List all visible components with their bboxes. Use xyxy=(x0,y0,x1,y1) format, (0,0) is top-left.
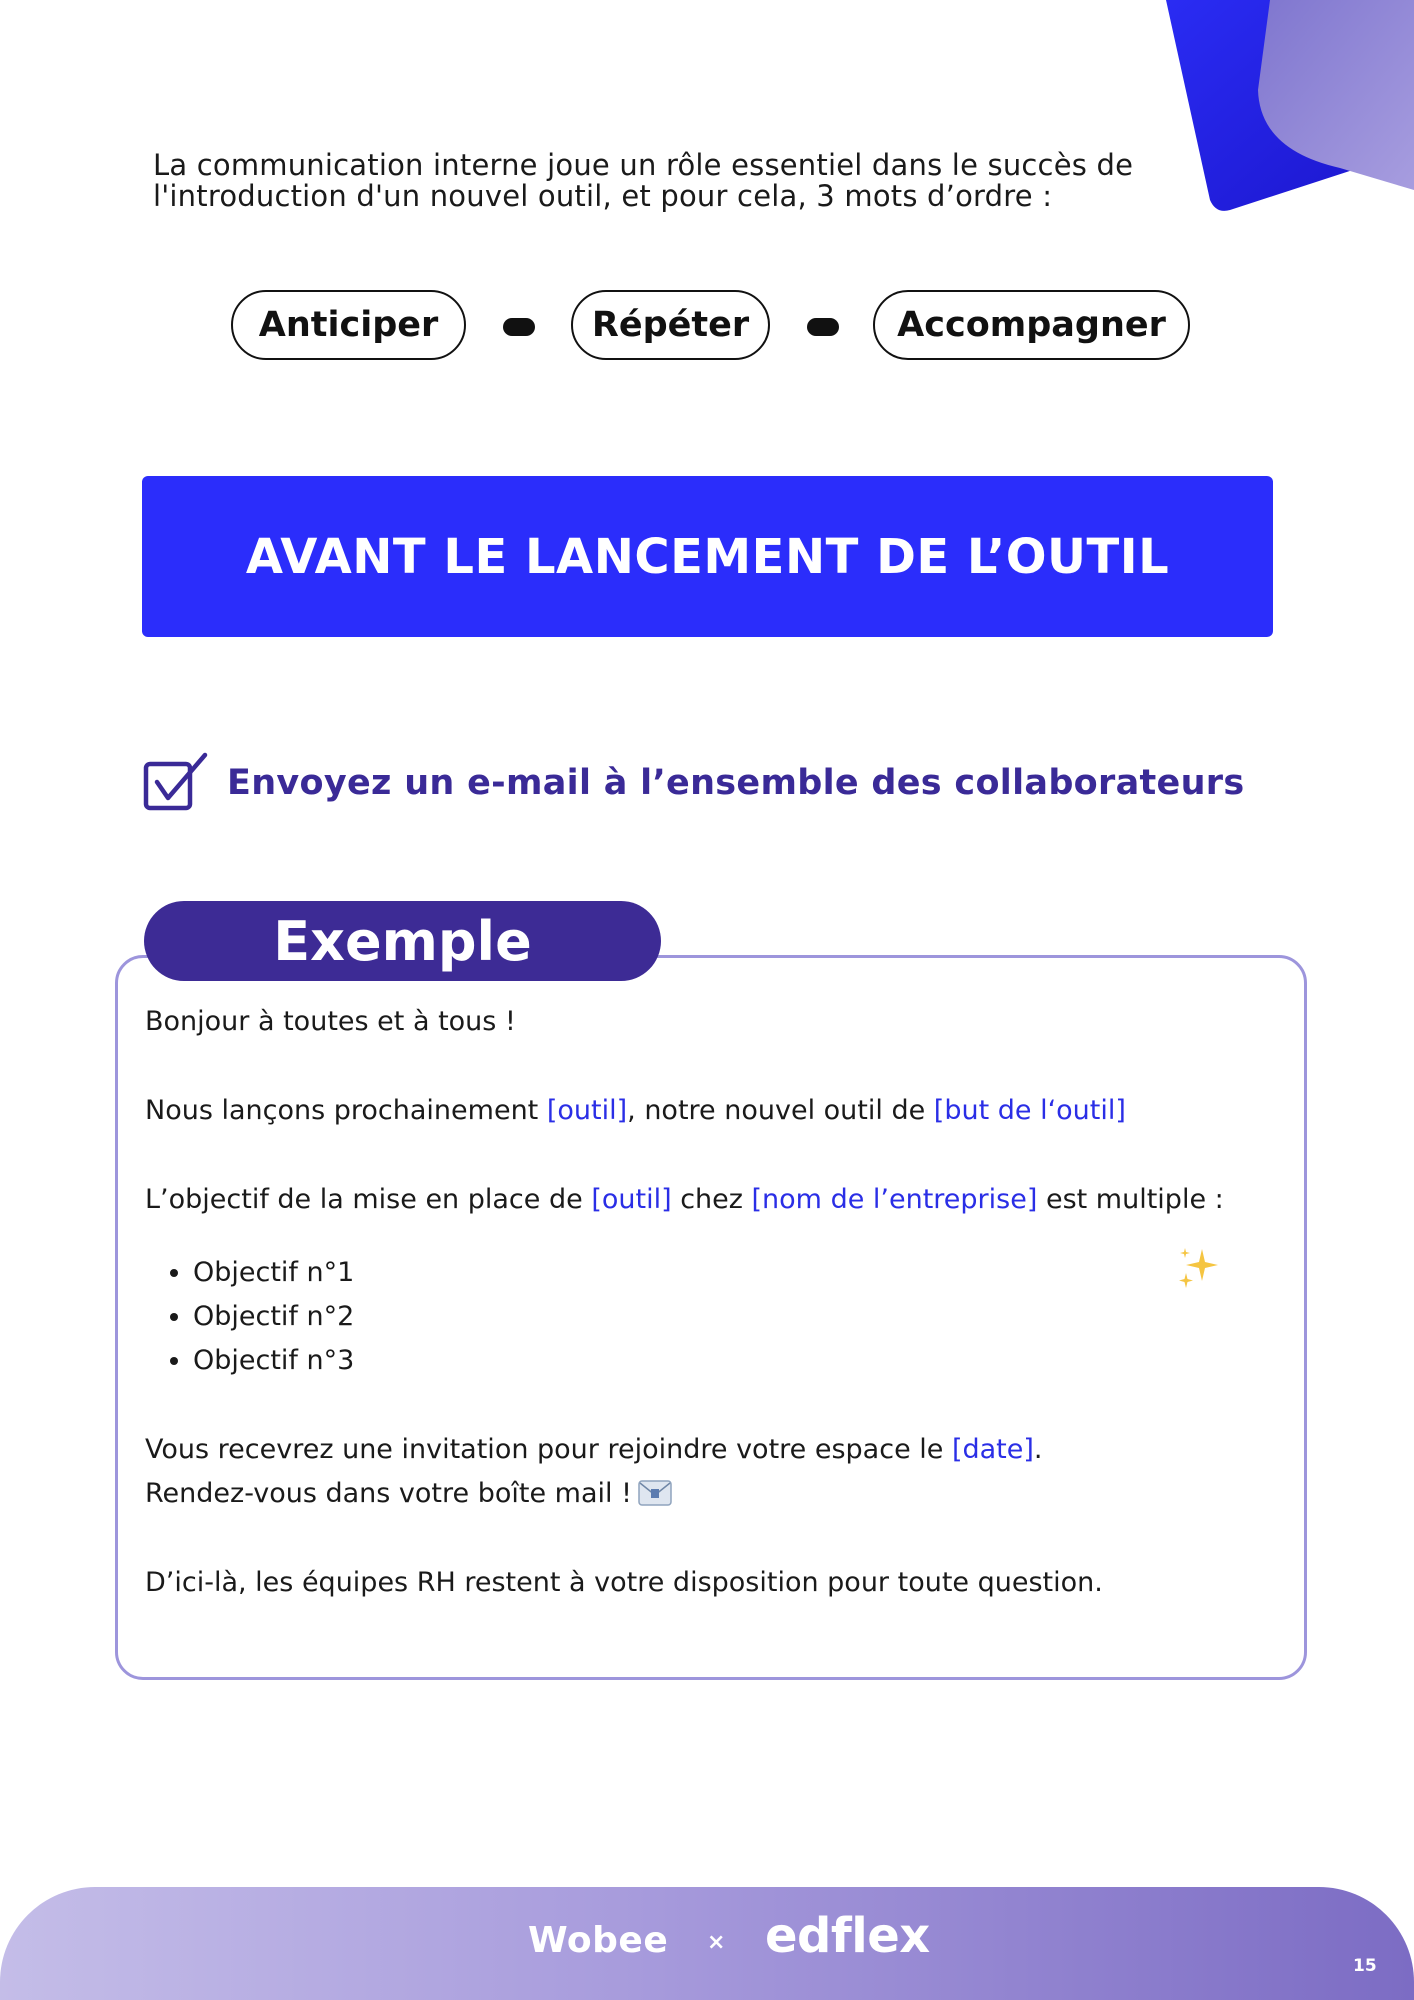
logo-separator: × xyxy=(707,1930,726,1955)
email-paragraph-3 xyxy=(145,1428,1295,1472)
list-item: • Objectif n°2 xyxy=(193,1295,1295,1339)
placeholder-date: [date] xyxy=(951,1434,1034,1465)
placeholder-entreprise: [nom de l’entreprise] xyxy=(751,1184,1038,1215)
sparkles-icon xyxy=(1176,1245,1222,1291)
email-greeting: Bonjour à toutes et à tous ! xyxy=(145,1006,516,1037)
text-span: Rendez-vous dans votre boîte mail ! xyxy=(145,1478,632,1509)
text-span: . xyxy=(1033,1434,1043,1465)
example-email-body xyxy=(145,1000,1295,1605)
intro-paragraph xyxy=(153,150,1233,212)
wobee-logo: Wobee xyxy=(528,1920,669,1961)
watchword-repeter: Répéter xyxy=(571,290,770,360)
watchword-anticiper: Anticiper xyxy=(231,290,466,360)
pill-connector xyxy=(503,318,535,336)
section-banner: AVANT LE LANCEMENT DE L’OUTIL xyxy=(142,476,1273,637)
intro-line-2: l'introduction d'un nouvel outil, et pour cela, 3 mots d’ordre : xyxy=(153,179,1053,213)
objectives-list xyxy=(145,1251,1295,1383)
placeholder-outil: [outil] xyxy=(591,1184,672,1215)
text-span: L’objectif de la mise en place de xyxy=(145,1184,592,1215)
intro-line-1: La communication interne joue un rôle essentiel dans le succès de xyxy=(153,148,1134,182)
email-paragraph-1 xyxy=(145,1089,1295,1133)
placeholder-outil: [outil] xyxy=(546,1095,628,1126)
text-span: Vous recevrez une invitation pour rejoindre votre espace le xyxy=(145,1434,952,1465)
text-span: Nous lançons prochainement xyxy=(145,1095,547,1126)
placeholder-but-outil: [but de l‘outil] xyxy=(933,1095,1126,1126)
list-item: • Objectif n°1 xyxy=(193,1251,1295,1295)
list-item: • Objectif n°3 xyxy=(193,1339,1295,1383)
email-paragraph-4 xyxy=(145,1472,1295,1516)
page-number: 15 xyxy=(1353,1956,1377,1976)
email-paragraph-5: D’ici-là, les équipes RH restent à votre disposition pour toute question. xyxy=(145,1567,1103,1598)
checkbox-checked-icon xyxy=(143,752,209,814)
text-span: est multiple : xyxy=(1037,1184,1224,1215)
task-item xyxy=(143,748,1244,818)
watchword-accompagner: Accompagner xyxy=(873,290,1190,360)
envelope-icon xyxy=(638,1480,672,1506)
example-tab-label: Exemple xyxy=(144,901,661,981)
pill-connector xyxy=(807,318,839,336)
text-span: chez xyxy=(671,1184,752,1215)
task-label: Envoyez un e-mail à l’ensemble des collaborateurs xyxy=(227,763,1245,803)
email-paragraph-2 xyxy=(145,1178,1295,1222)
edflex-logo: edflex xyxy=(765,1908,930,1964)
text-span: , notre nouvel outil de xyxy=(627,1095,934,1126)
